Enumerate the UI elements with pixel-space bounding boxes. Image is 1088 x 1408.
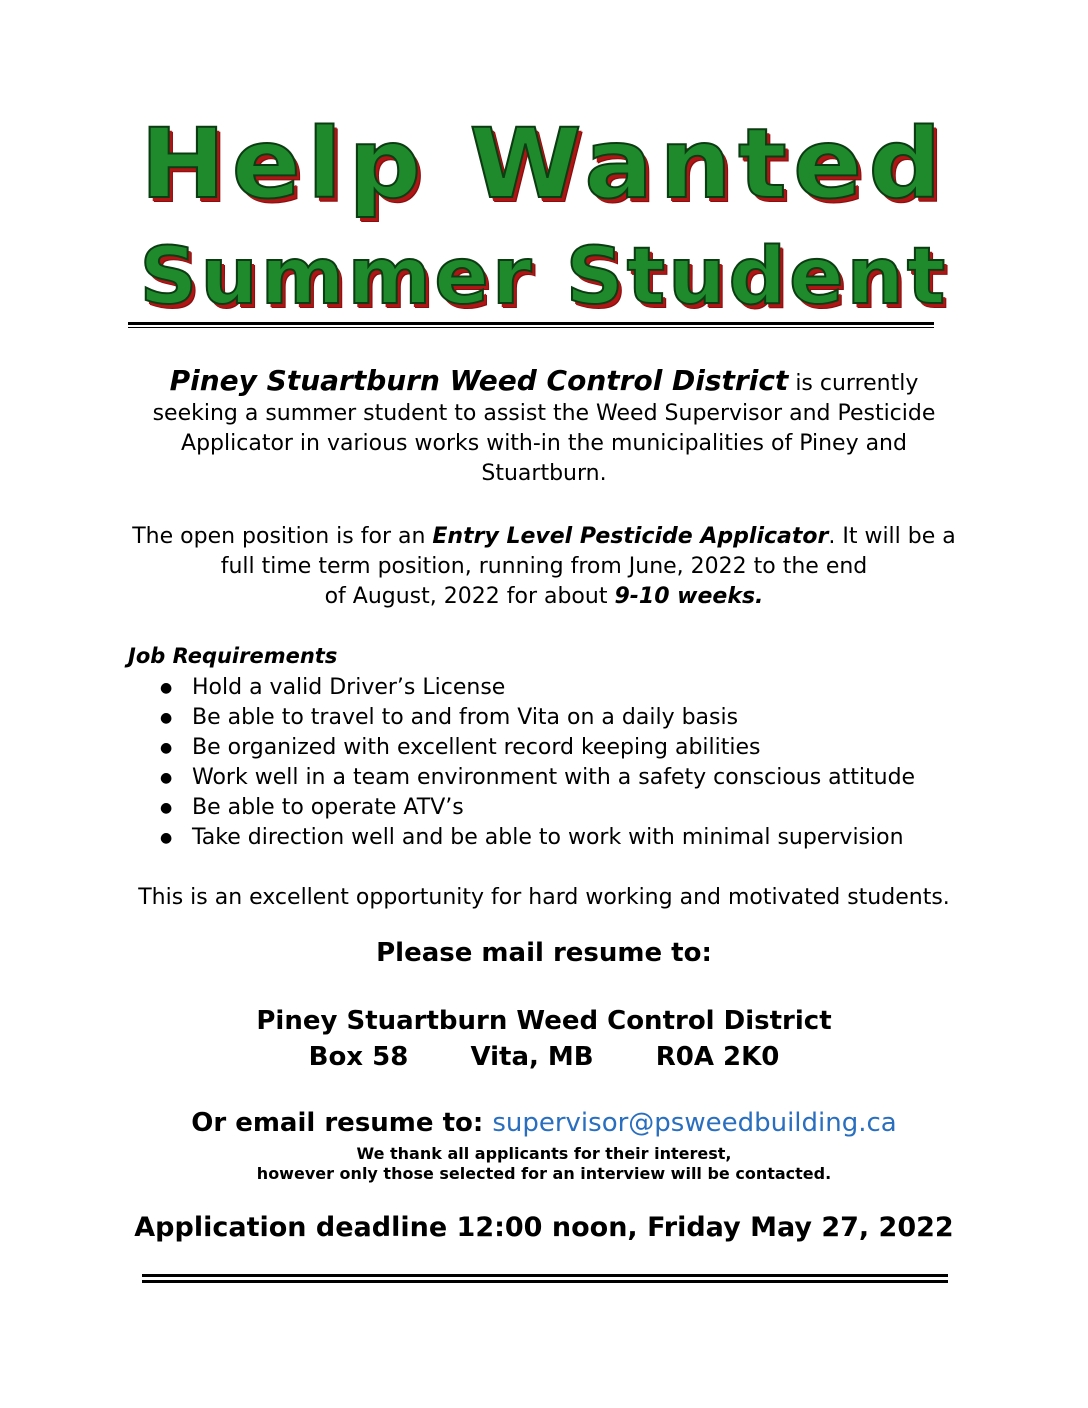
position-paragraph (0, 522, 1088, 612)
mail-city: Vita, MB (470, 1042, 594, 1072)
mail-box: Box 58 (308, 1042, 409, 1072)
bullet-icon: ● (160, 800, 173, 816)
opportunity-text: This is an excellent opportunity for hard working and motivated students. (138, 885, 950, 910)
requirement-text: Hold a valid Driver’s License (192, 675, 506, 700)
list-item (160, 793, 915, 823)
thanks-line2: however only those selected for an interview will be contacted. (256, 1164, 832, 1183)
email-label: Or email resume to: (191, 1108, 493, 1138)
intro-paragraph (0, 366, 1088, 489)
bullet-icon: ● (160, 830, 173, 846)
requirement-text: Be organized with excellent record keeping abilities (192, 735, 761, 760)
list-item (160, 673, 915, 703)
mail-heading: Please mail resume to: (376, 938, 712, 968)
thanks-line1: We thank all applicants for their interest, (356, 1144, 732, 1163)
intro-line2: seeking a summer student to assist the Weed Supervisor and Pesticide (152, 401, 936, 426)
thanks-note (0, 1144, 1088, 1184)
intro-line4: Stuartburn. (481, 461, 607, 486)
bullet-icon: ● (160, 770, 173, 786)
requirement-text: Take direction well and be able to work with minimal supervision (192, 825, 904, 850)
email-line (0, 1108, 1088, 1138)
list-item (160, 763, 915, 793)
list-item (160, 703, 915, 733)
requirements-list (160, 673, 915, 853)
email-link[interactable]: supervisor@psweedbuilding.ca (492, 1108, 897, 1138)
list-item (160, 823, 915, 853)
position-line2: full time term position, running from June, 2022 to the end (220, 554, 868, 579)
bullet-icon: ● (160, 680, 173, 696)
mail-org-name: Piney Stuartburn Weed Control District (256, 1006, 832, 1036)
intro-line3: Applicator in various works with-in the municipalities of Piney and (181, 431, 907, 456)
top-divider (128, 322, 934, 328)
headline-title: Help Wanted (140, 108, 948, 220)
position-title: Entry Level Pesticide Applicator (432, 524, 829, 549)
position-duration: 9-10 weeks. (614, 584, 764, 609)
intro-line1: is currently (788, 371, 919, 396)
mail-address (0, 1042, 1088, 1072)
bullet-icon: ● (160, 740, 173, 756)
mail-postal: R0A 2K0 (655, 1042, 780, 1072)
requirement-text: Be able to operate ATV’s (192, 795, 464, 820)
headline-subtitle: Summer Student (139, 232, 949, 322)
bullet-icon: ● (160, 710, 173, 726)
position-line3: of August, 2022 for about (324, 584, 615, 609)
application-deadline: Application deadline 12:00 noon, Friday May 27, 2022 (134, 1212, 954, 1243)
position-post: . It will be a (828, 524, 956, 549)
requirements-heading: Job Requirements (128, 644, 338, 668)
requirement-text: Be able to travel to and from Vita on a daily basis (192, 705, 739, 730)
list-item (160, 733, 915, 763)
requirement-text: Work well in a team environment with a safety conscious attitude (192, 765, 916, 790)
bottom-divider (142, 1274, 948, 1283)
position-pre: The open position is for an (132, 524, 433, 549)
intro-org-name: Piney Stuartburn Weed Control District (169, 364, 789, 397)
